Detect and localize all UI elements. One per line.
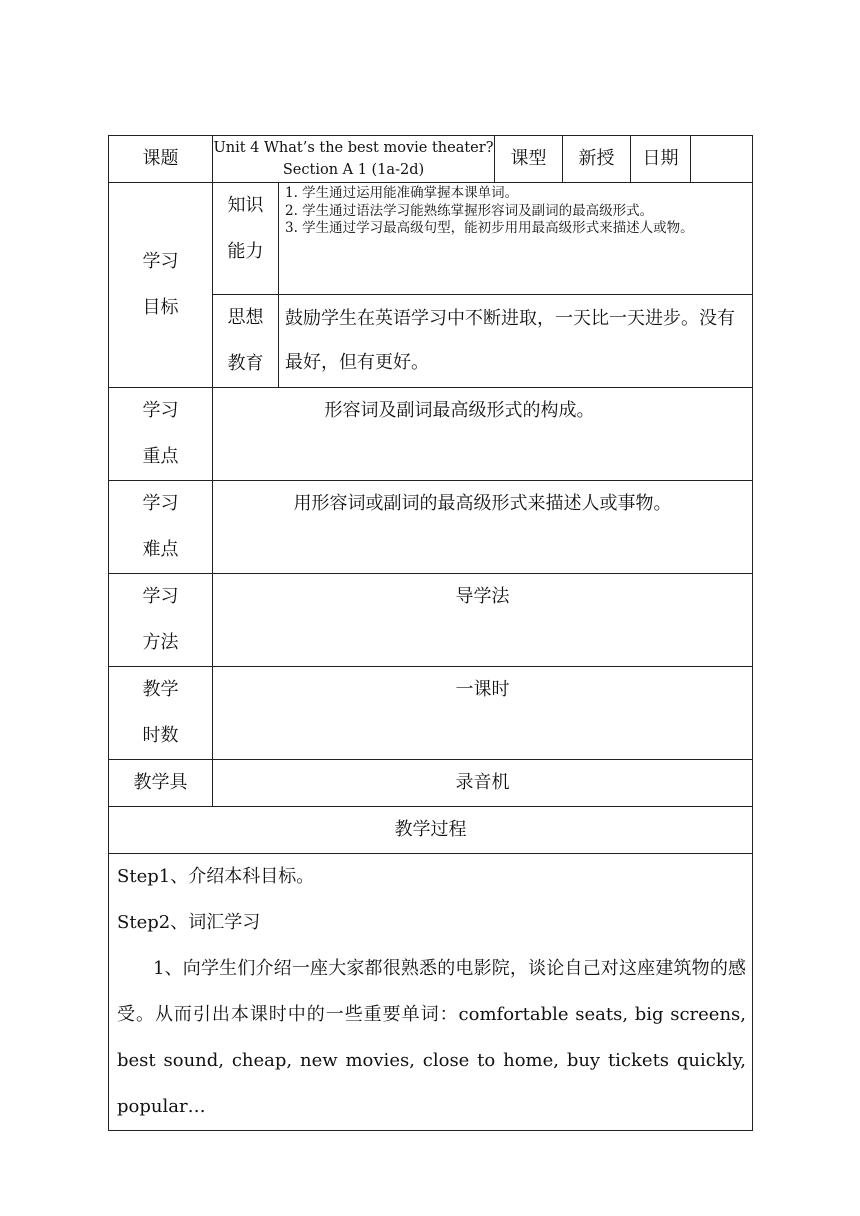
methods-row	[109, 574, 753, 667]
knowledge-items	[279, 183, 753, 295]
methods-label-line1: 学习	[142, 586, 179, 607]
ideology-text: 鼓励学生在英语学习中不断进取，一天比一天进步。没有最好，但有更好。	[279, 295, 753, 388]
objectives-knowledge-row	[109, 183, 753, 295]
objectives-label	[109, 183, 213, 388]
header-row	[109, 136, 753, 183]
lesson-plan-table	[108, 135, 753, 1131]
difficulties-text: 用形容词或副词的最高级形式来描述人或事物。	[213, 481, 753, 574]
key-points-label-line1: 学习	[142, 400, 179, 421]
process-body-row	[109, 854, 753, 1131]
lesson-title-line2: Section A 1 (1a-2d)	[282, 162, 425, 178]
hours-label	[109, 667, 213, 760]
process-paragraph: 1、向学生们介绍一座大家都很熟悉的电影院，谈论自己对这座建筑物的感受。从而引出本课时中的一些重要单词：comfortable seats, big screens, best sound, cheap, new movies, close to home, buy tickets quickly, popular…	[117, 958, 747, 1117]
difficulties-label-line2: 难点	[142, 539, 179, 560]
hours-label-line2: 时数	[142, 725, 179, 746]
knowledge-item: 3. 学生通过学习最高级句型，能初步用用最高级形式来描述人或物。	[285, 220, 694, 236]
ideology-label-line1: 思想	[227, 307, 264, 328]
difficulties-row	[109, 481, 753, 574]
process-heading: 教学过程	[109, 807, 753, 854]
key-points-text: 形容词及副词最高级形式的构成。	[213, 388, 753, 481]
hours-label-line1: 教学	[142, 679, 179, 700]
key-points-row	[109, 388, 753, 481]
objectives-label-line1: 学习	[142, 251, 179, 272]
process-step1: Step1、介绍本科目标。	[117, 866, 315, 887]
lesson-title-line1: Unit 4 What’s the best movie theater?	[213, 140, 494, 156]
ideology-label	[213, 295, 279, 388]
difficulties-label-line1: 学习	[142, 493, 179, 514]
tools-label: 教学具	[109, 760, 213, 807]
tools-text: 录音机	[213, 760, 753, 807]
methods-text: 导学法	[213, 574, 753, 667]
process-body	[109, 854, 753, 1131]
hours-text: 一课时	[213, 667, 753, 760]
topic-label: 课题	[109, 136, 213, 183]
lesson-type-label: 课型	[495, 136, 563, 183]
methods-label-line2: 方法	[142, 632, 179, 653]
date-label: 日期	[631, 136, 691, 183]
process-step2: Step2、词汇学习	[117, 912, 261, 933]
lesson-title	[213, 136, 495, 183]
ideology-label-line2: 教育	[227, 353, 264, 374]
knowledge-label-line2: 能力	[227, 241, 264, 262]
tools-row	[109, 760, 753, 807]
knowledge-item: 1. 学生通过运用能准确掌握本课单词。	[285, 185, 519, 201]
knowledge-label-line1: 知识	[227, 195, 264, 216]
key-points-label	[109, 388, 213, 481]
process-heading-row	[109, 807, 753, 854]
key-points-label-line2: 重点	[142, 446, 179, 467]
knowledge-label	[213, 183, 279, 295]
lesson-type-value: 新授	[563, 136, 631, 183]
date-value	[691, 136, 753, 183]
difficulties-label	[109, 481, 213, 574]
hours-row	[109, 667, 753, 760]
objectives-label-line2: 目标	[142, 297, 179, 318]
methods-label	[109, 574, 213, 667]
knowledge-item: 2. 学生通过语法学习能熟练掌握形容词及副词的最高级形式。	[285, 202, 654, 219]
